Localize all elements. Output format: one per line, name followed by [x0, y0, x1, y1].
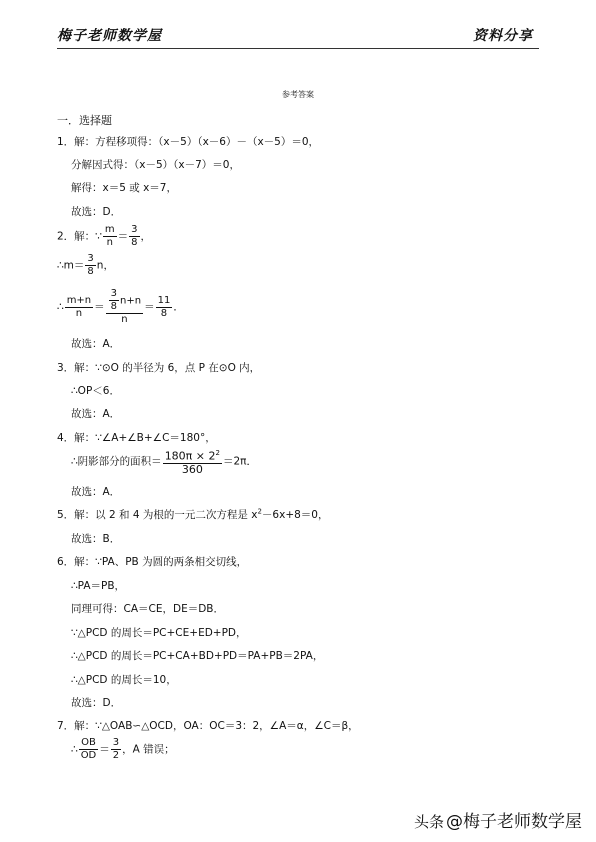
q6-line-4: ∵△PCD 的周长＝PC+CE+ED+PD， [71, 627, 247, 639]
q1-line-4: 故选：D． [71, 206, 122, 218]
q7-line-2: ∴ $\frac{OB}{OD}$ ＝ $\frac{3}{2}$ ，A 错误； [71, 737, 175, 761]
page-header [57, 22, 539, 49]
fraction: $\frac{11}{8}$ [157, 294, 171, 319]
q6-line-5: ∴△PCD 的周长＝PC+CA+BD+PD＝PA+PB＝2PA， [71, 650, 324, 662]
q4-line-3: 故选：A． [71, 486, 121, 498]
fraction: $\frac{OB}{OD}$ [80, 737, 97, 761]
fraction: $\frac{m}{n}$ [104, 224, 115, 248]
watermark-account: @梅子老师数学屋 [446, 812, 582, 832]
header-author: 梅子老师数学屋 [57, 28, 162, 44]
section-heading: 一．选择题 [57, 114, 112, 127]
page-title: 参考答案 [282, 90, 314, 99]
watermark-source: 头条 [413, 813, 444, 831]
fraction: $\frac{3}{8}$ [131, 224, 138, 248]
q6-line-2: ∴PA＝PB， [71, 580, 126, 592]
q6-line-7: 故选：D． [71, 697, 122, 709]
q6-line-3: 同理可得：CA＝CE，DE＝DB． [71, 603, 224, 615]
q1-line-3: 解得：x＝5 或 x＝7， [71, 182, 177, 194]
q4-line-2: ∴阴影部分的面积＝ $\frac{180\pi \times 2^2}{360}$ ＝2π． [71, 449, 257, 476]
q3-line-3: 故选：A． [71, 408, 121, 420]
watermark [414, 807, 582, 832]
fraction: $\frac{3}{2}$ [112, 737, 120, 761]
fraction: $\frac{3}{8}$ [110, 288, 118, 312]
q4-line-1: 4．解：∵∠A+∠B+∠C＝180°， [57, 432, 216, 444]
q5-line-2: 故选：B． [71, 533, 121, 545]
q1-line-2: 分解因式得：（x－5）（x－7）＝0， [71, 159, 240, 171]
q2-line-3: ∴ $\frac{m+n}{n}$ ＝ $\frac{3}{8}$ n+n n ＝ $\frac{11}{8}$ ． [57, 288, 184, 325]
q2-line-2: ∴m＝ $\frac{3}{8}$ n， [57, 253, 114, 277]
compound-fraction: $\frac{3}{8}$ n+n n [106, 288, 143, 326]
fraction: $\frac{180\pi \times 2^2}{360}$ [164, 449, 220, 476]
q6-line-6: ∴△PCD 的周长＝10， [71, 674, 177, 686]
q2-line-4: 故选：A． [71, 338, 121, 350]
q3-line-1: 3．解：∵⊙O 的半径为 6，点 P 在⊙O 内， [57, 362, 261, 374]
q6-line-1: 6．解：∵PA、PB 为圆的两条相交切线， [57, 556, 248, 568]
q2-line-1: 2．解：∵ $\frac{m}{n}$ ＝ $\frac{3}{8}$ ， [57, 224, 151, 248]
header-tag: 资料分享 [473, 28, 533, 44]
q1-line-1: 1．解：方程移项得：（x－5）（x－6）－（x－5）＝0， [57, 136, 320, 148]
fraction: $\frac{3}{8}$ [87, 253, 94, 277]
q7-line-1: 7．解：∵△OAB∽△OCD，OA：OC＝3：2，∠A＝α，∠C＝β， [57, 720, 359, 732]
q5-line-1: 5．解：以 2 和 4 为根的一元二次方程是 $x^2-6x+8=0$， [57, 507, 329, 521]
fraction: $\frac{m+n}{n}$ [66, 294, 92, 319]
q3-line-2: ∴OP＜6． [71, 385, 120, 397]
